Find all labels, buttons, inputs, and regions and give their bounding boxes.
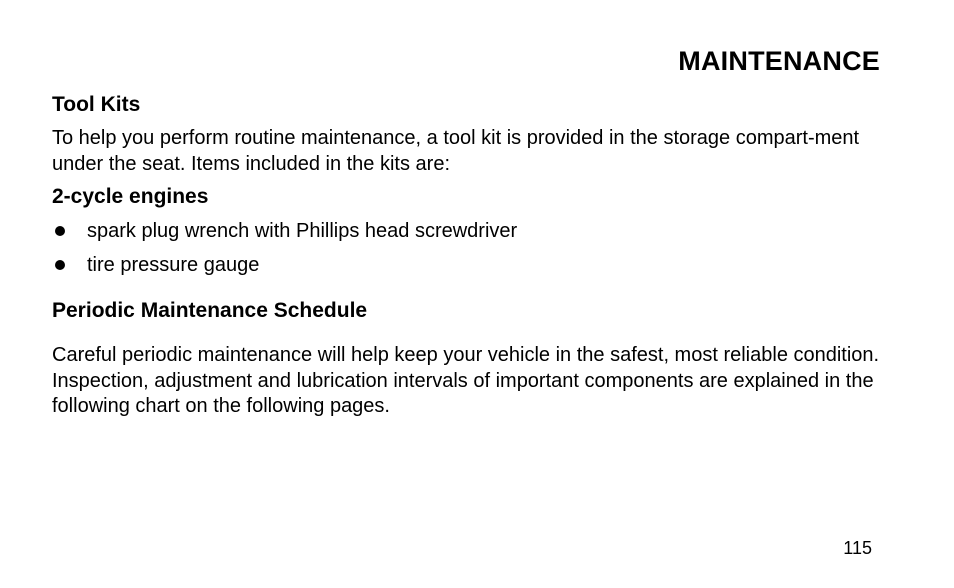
two-cycle-heading: 2-cycle engines [52, 185, 209, 208]
tool-kits-intro-text: To help you perform routine maintenance, a tool kit is provided in the storage compart-ment under the seat. Items included in the kits are: [52, 127, 860, 175]
list-item-text: spark plug wrench with Phillips head screwdriver [87, 220, 518, 242]
page-number: 115 [843, 538, 872, 558]
schedule-body: Careful periodic maintenance will help keep your vehicle in the safest, most reliable condition. Inspection, adjustment and lubrication intervals of important components are explained in the following chart on the following pages. [52, 344, 880, 417]
list-item-text: tire pressure gauge [87, 254, 260, 276]
tool-kits-heading: Tool Kits [52, 93, 141, 116]
section-title: MAINTENANCE [678, 46, 880, 76]
tool-kit-items-list [52, 218, 517, 286]
tool-kits-intro [52, 126, 882, 177]
list-item [52, 252, 517, 286]
bullet-icon [55, 226, 65, 236]
schedule-heading: Periodic Maintenance Schedule [52, 299, 368, 322]
bullet-icon [55, 260, 65, 270]
list-item [52, 218, 517, 252]
